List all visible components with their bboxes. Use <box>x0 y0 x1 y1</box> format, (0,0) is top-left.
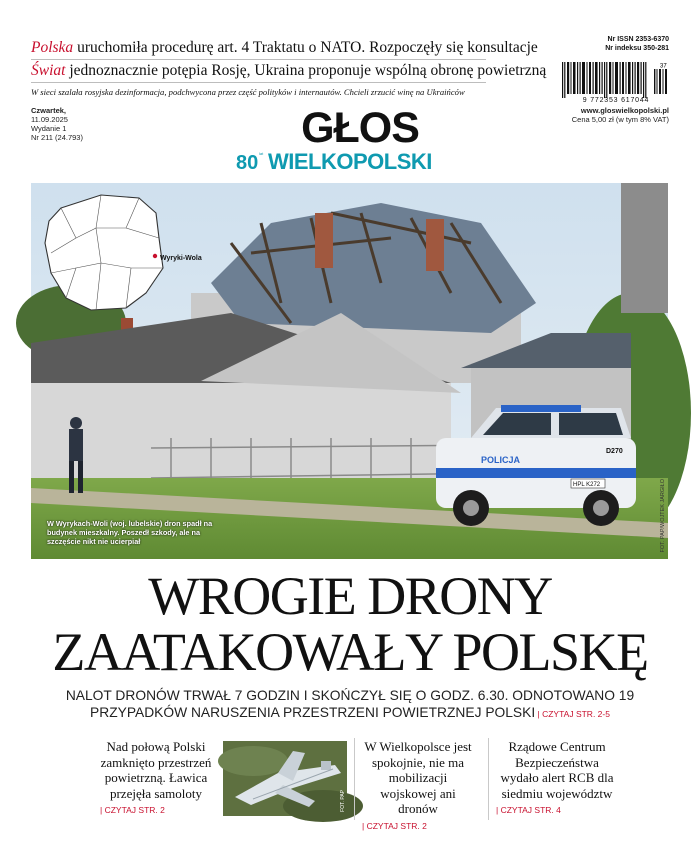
sub-story-ref[interactable]: | CZYTAJ STR. 4 <box>496 805 561 815</box>
main-photo[interactable] <box>31 183 668 559</box>
headline-line-2: ZAATAKOWAŁY POLSKĘ <box>52 622 648 682</box>
car-number: D270 <box>606 448 623 455</box>
barcode-addon: 37 <box>660 63 667 70</box>
sub-story-text: Rządowe Centrum Bezpieczeństwa wydało alert RCB dla siedmiu województw <box>500 739 614 801</box>
sub-story-rcb-alert[interactable] <box>496 739 618 819</box>
headline-deck <box>40 687 660 723</box>
teaser-disinformation[interactable]: W sieci szalała rosyjska dezinformacja, podchwycona przez część polityków i internautów. Chcieli zrzucić winę na Ukraińców <box>31 87 465 97</box>
barcode <box>562 62 670 98</box>
photo-illustration <box>31 183 668 559</box>
column-divider <box>488 738 489 820</box>
site-meta <box>572 106 669 124</box>
issn-number: Nr ISSN 2353-6370 <box>607 36 669 43</box>
drone-wreck-photo[interactable] <box>223 741 347 816</box>
teaser-text: jednoznacznie potępia Rosję, Ukraina proponuje wspólną obronę powietrzną <box>65 62 547 79</box>
drone-photo-illustration <box>223 741 347 816</box>
logo-wielkopolski: WIELKOPOLSKI <box>268 149 432 174</box>
neighbor-wall <box>621 183 668 313</box>
car-label: POLICJA <box>481 455 521 465</box>
sub-story-text: Nad połową Polski zamknięto przestrzeń powietrzną. Ławica przejęła samoloty <box>100 739 212 801</box>
car-plate: HPL K272 <box>573 482 601 488</box>
site-url[interactable]: www.gloswielkopolski.pl <box>580 106 669 115</box>
deck-text: NALOT DRONÓW TRWAŁ 7 GODZIN I SKOŃCZYŁ SIĘ O GODZ. 6.30. ODNOTOWANO 19 PRZYPADKÓW NARUSZENIA PRZESTRZENI POWIETRZNEJ POLSKI <box>65 688 635 720</box>
teaser-keyword: Świat <box>31 62 66 79</box>
top-teasers <box>31 37 547 99</box>
main-headline[interactable] <box>0 568 700 680</box>
sub-story-ref[interactable]: | CZYTAJ STR. 2 <box>362 820 427 831</box>
photo-credit: FOT. PAP/WOJTEK JARGIŁO <box>660 479 666 553</box>
badge-number: 80 <box>236 152 259 174</box>
column-divider <box>354 738 355 820</box>
map-marker-icon <box>153 254 157 258</box>
sub-story-wielkopolska[interactable] <box>362 739 474 834</box>
index-number: Nr indeksu 350-281 <box>605 44 669 52</box>
masthead-logo[interactable] <box>230 104 490 174</box>
teaser-text: uruchomiła procedurę art. 4 Traktatu o NATO. Rozpoczęły się konsultacje <box>73 39 538 56</box>
badge-sub: lat <box>259 151 264 156</box>
issn-block <box>605 36 669 53</box>
sub-story-text: W Wielkopolsce jest spokojnie, nie ma mobilizacji wojskowej ani dronów <box>364 739 472 816</box>
photo-caption: W Wyrykach-Woli (woj. lubelskie) dron spadł na budynek mieszkalny. Poszedł szkody, ale na szczęście nikt nie ucierpiał <box>47 519 213 546</box>
logo-glos: GŁOS <box>301 104 419 152</box>
issue-day: Czwartek, <box>31 106 67 115</box>
issue-meta <box>31 106 83 142</box>
barcode-digits: 9 772353 617044 <box>582 97 650 104</box>
anniversary-badge-icon <box>236 151 264 174</box>
price: Cena 5,00 zł (w tym 8% VAT) <box>571 115 669 124</box>
issue-edition: Wydanie 1 <box>31 124 67 133</box>
sub-story-ref[interactable]: | CZYTAJ STR. 2 <box>100 805 165 815</box>
teaser-keyword: Polska <box>31 39 74 56</box>
issue-number: Nr 211 (24.793) <box>31 133 83 142</box>
sub-story-airspace[interactable] <box>100 739 212 819</box>
deck-page-ref[interactable]: | CZYTAJ STR. 2-5 <box>535 709 610 719</box>
headline-line-1: WROGIE DRONY <box>148 566 552 626</box>
map-label: Wyryki-Wola <box>160 255 202 262</box>
teaser-world[interactable] <box>31 60 547 83</box>
issue-date: 11.09.2025 <box>31 115 68 124</box>
teaser-nato[interactable] <box>31 37 538 60</box>
thumb-credit: FOT. PAP <box>340 790 346 812</box>
